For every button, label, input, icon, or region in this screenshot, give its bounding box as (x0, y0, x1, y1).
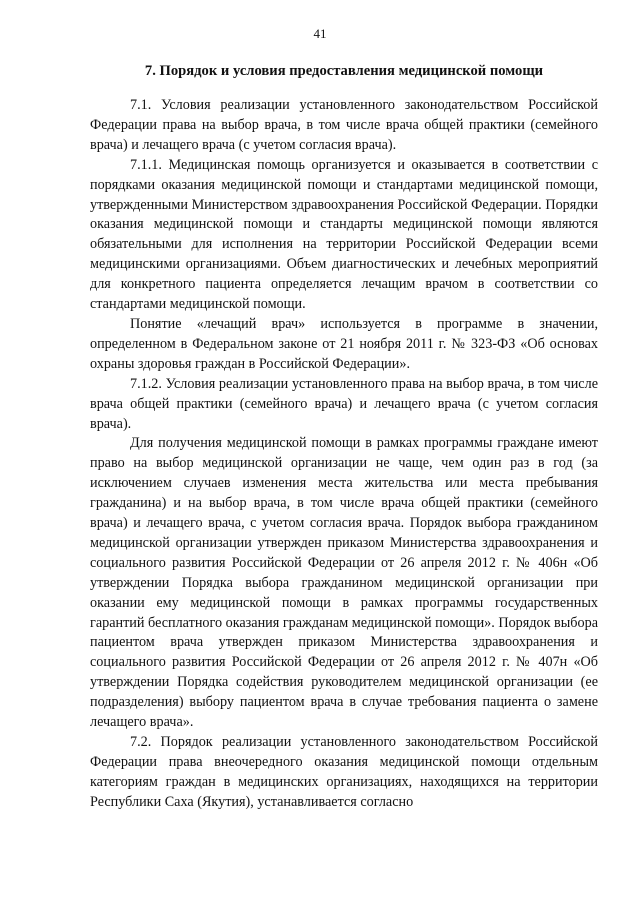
paragraph-7-1-2: 7.1.2. Условия реализации установленного права на выбор врача, в том числе врача общей практики (семейного врача) и лечащего врача (с учетом согласия врача). (90, 375, 598, 432)
body-text (90, 96, 598, 813)
section-title: 7. Порядок и условия предоставления медицинской помощи (144, 63, 544, 79)
page-number: 41 (313, 26, 327, 41)
paragraph-attending-physician-definition: Понятие «лечащий врач» используется в программе в значении, определенном в Федеральном законе от 21 ноября 2011 г. № 323-ФЗ «Об основах охраны здоровья граждан в Российской Федерации». (90, 315, 598, 372)
paragraph-7-1-1: 7.1.1. Медицинская помощь организуется и оказывается в соответствии с порядками оказания медицинской помощи и стандартами медицинской помощи, утвержденными Министерством здравоохранения Российской Федерации. Порядки оказания медицинской помощи и стандарты медицинской помощи являются обязательными для исполнения на территории Российской Федерации всеми медицинскими организациями. Объем диагностических и лечебных мероприятий для конкретного пациента определяется лечащим врачом в соответствии со стандартами медицинской помощи. (90, 156, 598, 313)
paragraph-7-1: 7.1. Условия реализации установленного законодательством Российской Федерации права на выбор врача, в том числе врача общей практики (семейного врача) и лечащего врача (с учетом согласия врача). (90, 97, 598, 153)
paragraph-7-2: 7.2. Порядок реализации установленного законодательством Российской Федерации права внеочередного оказания медицинской помощи отдельным категориям граждан в медицинских организациях, находящихся на территории Республики Саха (Якутия), устанавливается согласно (90, 734, 598, 810)
paragraph-choice-of-organization: Для получения медицинской помощи в рамках программы граждане имеют право на выбор медицинской организации не чаще, чем один раз в год (за исключением случаев изменения места жительства или места пребывания гражданина) и на выбор врача, в том числе врача общей практики (семейного врача) и лечащего врача, с учетом согласия врача. Порядок выбора гражданином медицинской организации утвержден приказом Министерства здравоохранения и социального развития Российской Федерации от 26 апреля 2012 г. № 406н «Об утверждении Порядка выбора гражданином медицинской организации при оказании ему медицинской помощи в рамках программы государственных гарантий бесплатного оказания гражданам медицинской помощи». Порядок выбора пациентом врача утвержден приказом Министерства здравоохранения и социального развития Российской Федерации от 26 апреля 2012 г. № 407н «Об утверждении Порядка содействия руководителем медицинской организации (ее подразделения) выбору пациентом врача в случае требования пациента о замене лечащего врача». (90, 435, 598, 731)
